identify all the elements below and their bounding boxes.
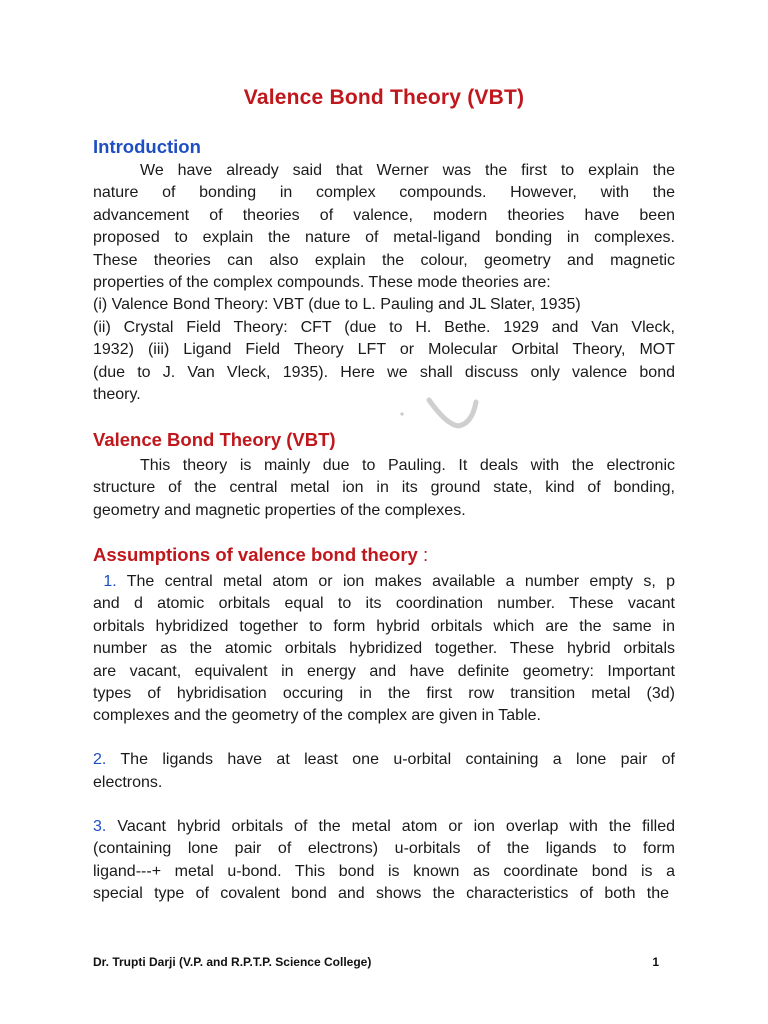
assumption-item-3 [93,816,675,906]
text-line-content: The ligands have at least one u-orbital containing a lone pair of [120,751,675,768]
text-line: theory. [93,386,141,404]
text-line: complexes and the geometry of the complex are given in Table. [93,707,541,725]
watermark-mark [394,394,484,434]
text-line: We have already said that Werner was the first to explain the [140,162,675,179]
text-line: This theory is mainly due to Pauling. It deals with the electronic [140,457,675,474]
text-line: proposed to explain the nature of metal-ligand bonding in complexes. [93,229,675,247]
text-line: ligand---+ metal u-bond. This bond is known as coordinate bond is a [93,862,675,880]
text-line: nature of bonding in complex compounds. However, with the [93,184,675,202]
vbt-paragraph [93,455,675,522]
item-number: 1. [103,573,117,590]
text-line: and d atomic orbitals equal to its coordination number. These vacant [93,595,675,613]
text-line: electrons. [93,774,163,792]
assumption-item-1 [93,571,675,728]
assumption-item-2 [93,749,675,795]
text-line [93,816,675,838]
text-line: are vacant, equivalent in energy and have definite geometry: Important [93,662,675,680]
text-line-content: Vacant hybrid orbitals of the metal atom or ion overlap with the filled [117,818,675,835]
introduction-heading: Introduction [93,136,201,157]
item-number: 2. [93,751,107,768]
text-line: number as the atomic orbitals hybridized together. These hybrid orbitals [93,640,675,658]
text-line: structure of the central metal ion in its ground state, kind of bonding, [93,479,675,497]
introduction-paragraph [93,160,675,406]
text-line: properties of the complex compounds. These mode theories are: [93,274,551,292]
text-line: (i) Valence Bond Theory: VBT (due to L. Pauling and JL Slater, 1935) [93,296,581,314]
text-line: geometry and magnetic properties of the complexes. [93,501,466,519]
assumptions-heading-text: Assumptions of valence bond theory [93,544,418,565]
assumptions-heading-colon: : [422,544,429,565]
page-title: Valence Bond Theory (VBT) [243,86,525,109]
text-line [93,571,675,593]
text-line: (due to J. Van Vleck, 1935). Here we shall discuss only valence bond [93,363,675,381]
text-line: special type of covalent bond and shows the characteristics of both the [93,885,669,903]
item-number: 3. [93,818,107,835]
assumptions-heading [93,544,428,566]
text-line: (ii) Crystal Field Theory: CFT (due to H. Bethe. 1929 and Van Vleck, [93,318,675,336]
text-line [93,749,675,771]
page-number: 1 [652,955,659,969]
text-line: 1932) (iii) Ligand Field Theory LFT or Molecular Orbital Theory, MOT [93,341,675,359]
text-line: types of hybridisation occuring in the first row transition metal (3d) [93,685,675,703]
text-line-content: The central metal atom or ion makes available a number empty s, p [126,573,676,590]
vbt-heading: Valence Bond Theory (VBT) [93,429,336,450]
text-line: These theories can also explain the colour, geometry and magnetic [93,251,675,269]
footer-author: Dr. Trupti Darji (V.P. and R.P.T.P. Science College) [93,955,372,969]
text-line: advancement of theories of valence, modern theories have been [93,206,675,224]
text-line: orbitals hybridized together to form hybrid orbitals which are the same in [93,617,675,635]
text-line: (containing lone pair of electrons) u-orbitals of the ligands to form [93,840,675,858]
